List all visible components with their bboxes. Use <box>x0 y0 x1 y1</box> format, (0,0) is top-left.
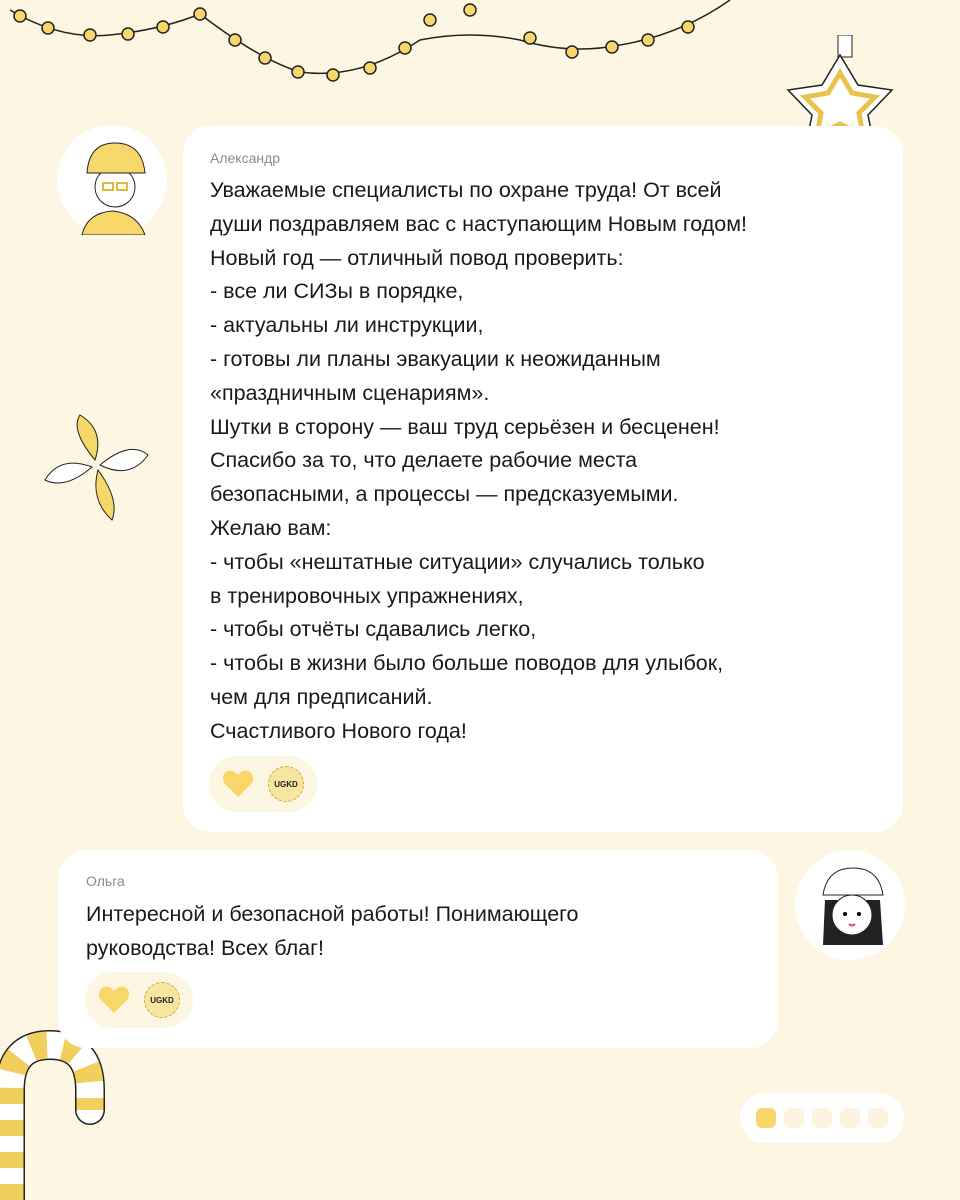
pagination <box>740 1093 904 1143</box>
flower-decoration <box>40 410 155 525</box>
page-dot-3[interactable] <box>812 1108 832 1128</box>
message-author: Александр <box>210 150 281 166</box>
page-dot-5[interactable] <box>868 1108 888 1128</box>
page-dot-1[interactable] <box>756 1108 776 1128</box>
avatar-olga <box>795 850 905 960</box>
message-bubble <box>183 126 903 832</box>
ugkd-badge-icon[interactable]: UGKD <box>144 982 180 1018</box>
page-dot-4[interactable] <box>840 1108 860 1128</box>
heart-icon[interactable] <box>222 769 254 799</box>
message-bubble <box>58 850 778 1048</box>
message-text: Уважаемые специалисты по охране труда! От всей души поздравляем вас с наступающим Новым годом! Новый год — отличный повод проверить: - все ли СИЗы в порядке, - актуальны ли инструкции, - готовы ли планы эвакуации к неожиданным «праздничным сценариям». Шутки в сторону — ваш труд серьёзен и бесценен! Спасибо за то, что делаете рабочие места безопасными, а процессы — предсказуемыми. Желаю вам: - чтобы «нештатные ситуации» случались только в тренировочных упражнениях, - чтобы отчёты сдавались легко, - чтобы в жизни было больше поводов для улыбок, чем для предписаний. Счастливого Нового года! <box>210 178 747 743</box>
woman-helmet-avatar-icon <box>795 850 905 960</box>
reactions <box>85 972 193 1028</box>
page-dot-2[interactable] <box>784 1108 804 1128</box>
candy-cane-decoration <box>0 1030 115 1200</box>
message-text: Интересной и безопасной работы! Понимающего руководства! Всех благ! <box>86 902 579 960</box>
ugkd-badge-icon[interactable]: UGKD <box>268 766 304 802</box>
heart-icon[interactable] <box>98 985 130 1015</box>
avatar-alexander <box>57 125 167 235</box>
message-author: Ольга <box>86 873 125 889</box>
reactions <box>209 756 317 812</box>
worker-helmet-avatar-icon <box>57 125 167 235</box>
